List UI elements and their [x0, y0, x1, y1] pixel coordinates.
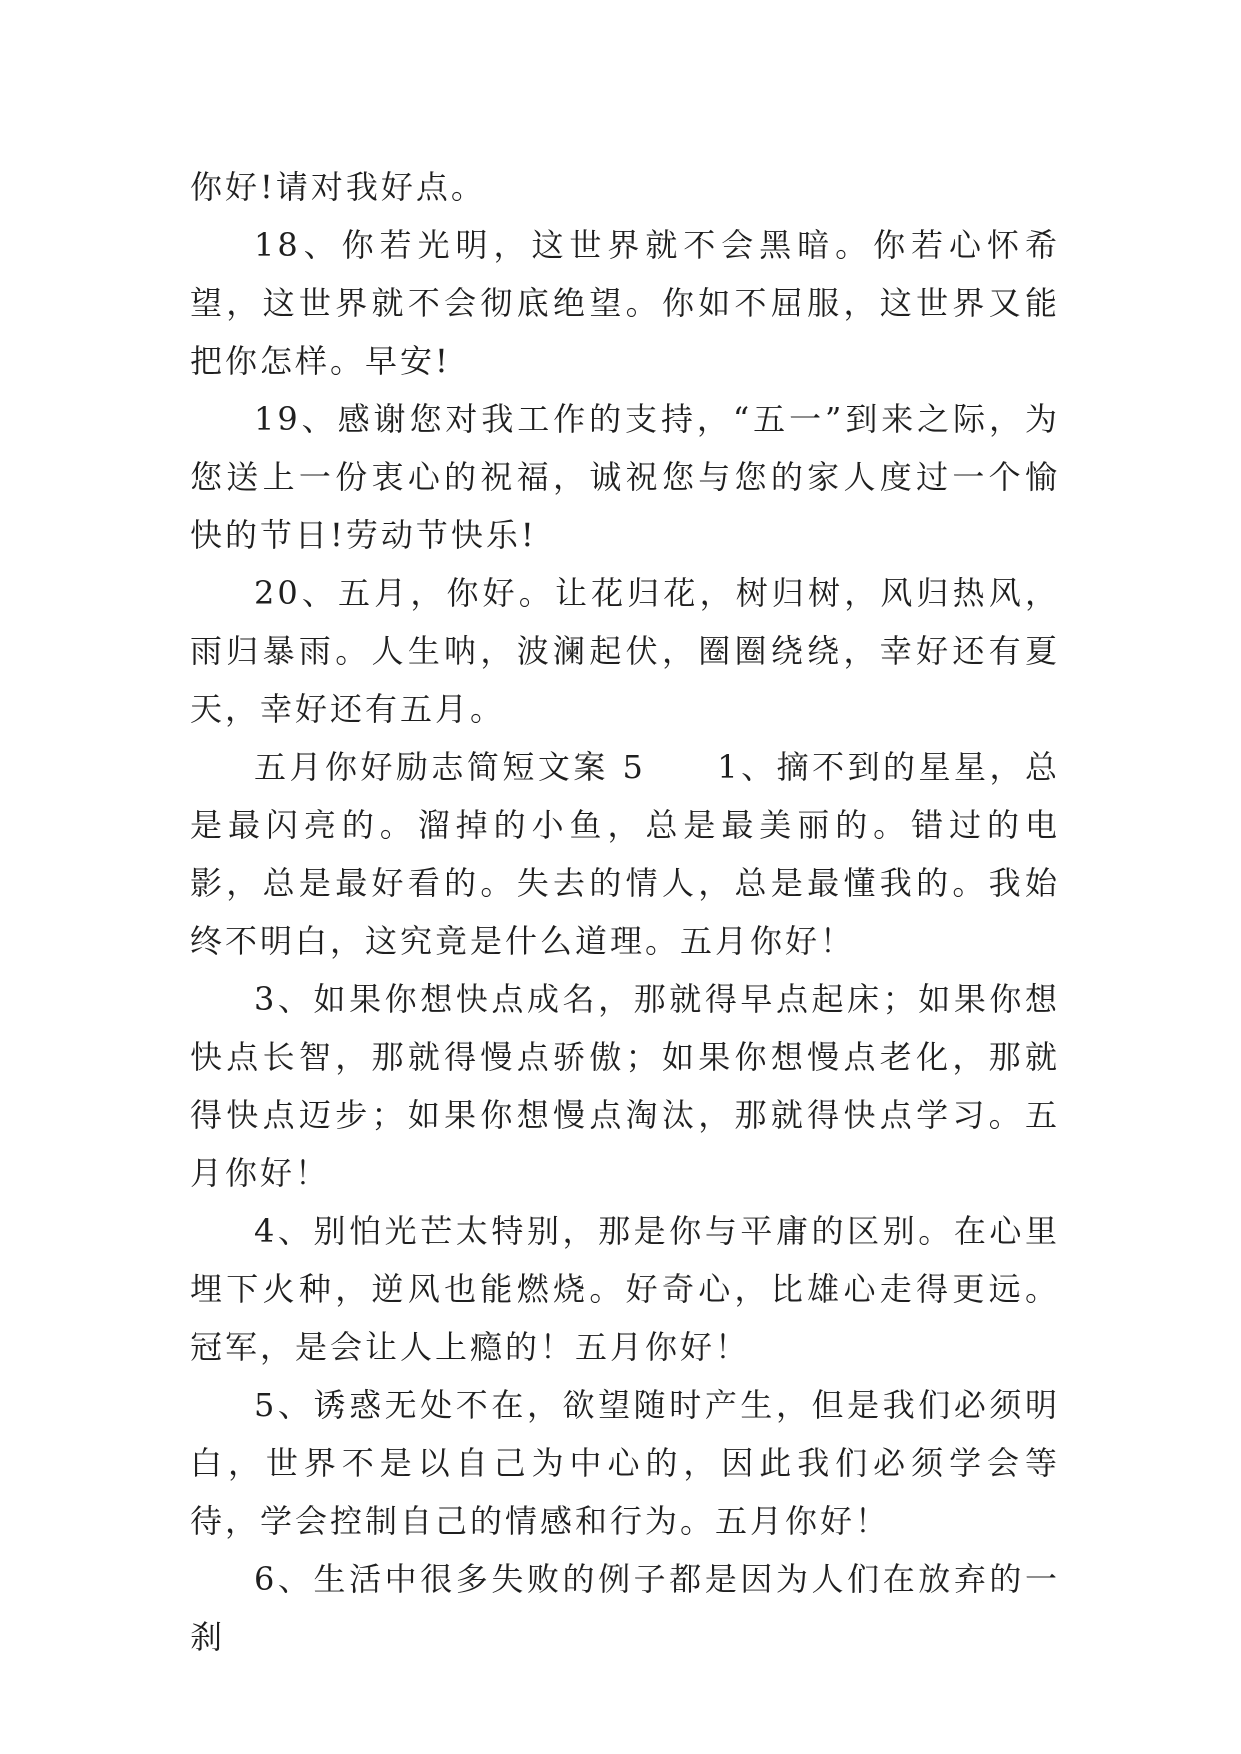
paragraph-5: 5、诱惑无处不在，欲望随时产生，但是我们必须明白，世界不是以自己为中心的，因此我们必须学会等待，学会控制自己的情感和行为。五月你好！: [190, 1386, 1060, 1540]
text-column: [190, 158, 1060, 1666]
paragraph-continuation: 你好!请对我好点。: [190, 168, 486, 206]
paragraph-section-5-item-1: 五月你好励志简短文案 5 1、摘不到的星星，总是最闪亮的。溜掉的小鱼，总是最美丽的。错过的电影，总是最好看的。失去的情人，总是最懂我的。我始终不明白，这究竟是什么道理。五月你好！: [190, 748, 1060, 960]
paragraph-19: 19、感谢您对我工作的支持，“五一”到来之际，为您送上一份衷心的祝福，诚祝您与您的家人度过一个愉快的节日!劳动节快乐!: [190, 400, 1060, 554]
paragraph-20: 20、五月，你好。让花归花，树归树，风归热风，雨归暴雨。人生呐，波澜起伏，圈圈绕绕，幸好还有夏天，幸好还有五月。: [190, 574, 1060, 728]
paragraph-4: 4、别怕光芒太特别，那是你与平庸的区别。在心里埋下火种，逆风也能燃烧。好奇心，比雄心走得更远。冠军，是会让人上瘾的！五月你好！: [190, 1212, 1060, 1366]
paragraph-18: 18、你若光明，这世界就不会黑暗。你若心怀希望，这世界就不会彻底绝望。你如不屈服，这世界又能把你怎样。早安!: [190, 226, 1060, 380]
paragraph-6: 6、生活中很多失败的例子都是因为人们在放弃的一刹: [190, 1560, 1060, 1656]
paragraph-3: 3、如果你想快点成名，那就得早点起床；如果你想快点长智，那就得慢点骄傲；如果你想慢点老化，那就得快点迈步；如果你想慢点淘汰，那就得快点学习。五月你好！: [190, 980, 1060, 1192]
